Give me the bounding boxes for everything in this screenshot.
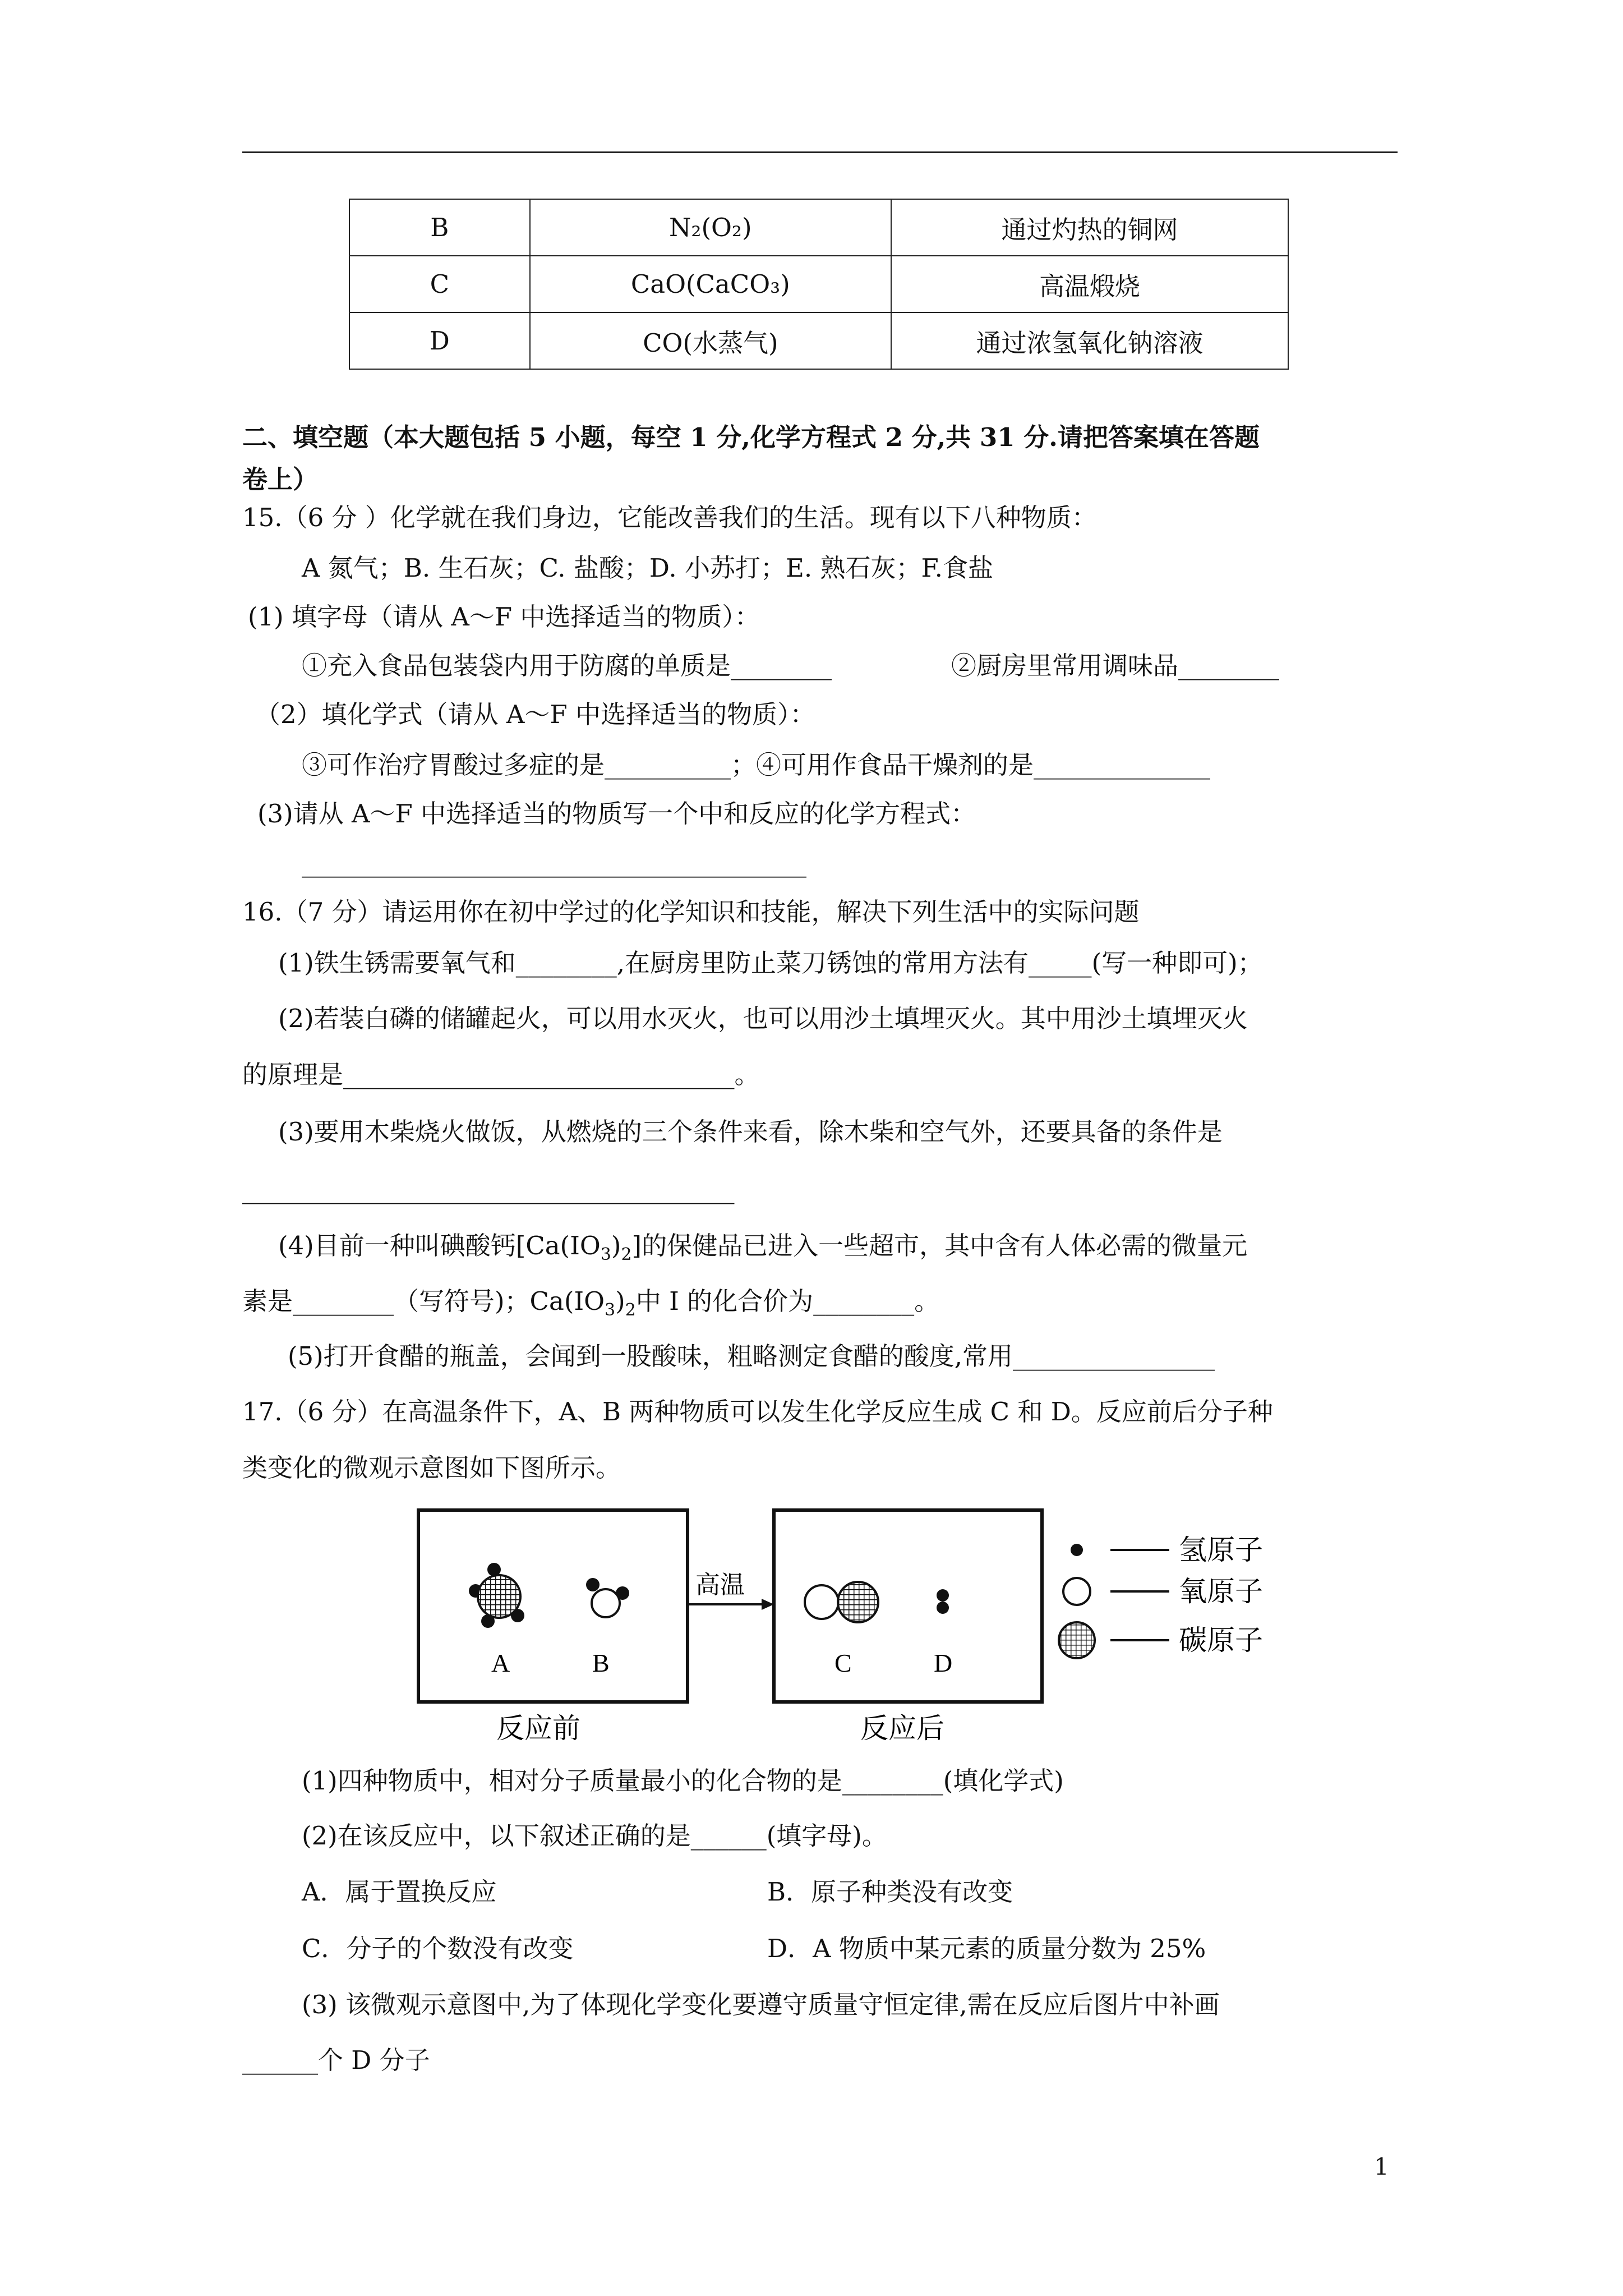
reaction-arrow-head xyxy=(762,1599,774,1610)
label-c: C xyxy=(834,1649,852,1677)
q16-part2: (2)若装白磷的储罐起火，可以用水灭火，也可以用沙土填埋灭火。其中用沙土填埋灭火 xyxy=(278,1004,1248,1033)
legend-carbon-icon xyxy=(1059,1622,1095,1658)
molecule-c xyxy=(805,1582,878,1622)
q16-part4a-sub2: 2 xyxy=(621,1245,632,1264)
label-a: A xyxy=(491,1649,510,1677)
q16-stem: 16.（7 分）请运用你在初中学过的化学知识和技能，解决下列生活中的实际问题 xyxy=(242,897,1140,927)
q15-part2: （2）填化学式（请从 A～F 中选择适当的物质）： xyxy=(255,700,815,729)
q16-part4b-text1: 素是________（写符号)；Ca(IO xyxy=(242,1286,605,1316)
q16-part4a-mid: ) xyxy=(611,1231,621,1260)
q17-part1: (1)四种物质中，相对分子质量最小的化合物的是________(填化学式) xyxy=(302,1766,1064,1796)
q16-part4a-text1: (4)目前一种叫碘酸钙[Ca(IO xyxy=(278,1231,601,1260)
q15-options: A 氮气；B. 生石灰；C. 盐酸；D. 小苏打；E. 熟石灰；F.食盐 xyxy=(302,553,993,583)
reaction-diagram xyxy=(409,1503,1307,1761)
molecule-b xyxy=(586,1578,629,1617)
q17-stem-line1: 17.（6 分）在高温条件下，A、B 两种物质可以发生化学反应生成 C 和 D。反应前后分子种 xyxy=(242,1397,1273,1427)
molecule-d xyxy=(937,1589,949,1614)
label-d: D xyxy=(934,1649,953,1677)
q16-part3: (3)要用木柴烧火做饭，从燃烧的三个条件来看，除木柴和空气外，还要具备的条件是 xyxy=(278,1117,1223,1147)
q15-part1: (1) 填字母（请从 A～F 中选择适当的物质）： xyxy=(248,602,760,632)
q17-stem-line2: 类变化的微观示意图如下图所示。 xyxy=(242,1453,621,1483)
molecule-a xyxy=(469,1563,524,1628)
table-row xyxy=(349,312,1288,369)
table-cell-label: C xyxy=(349,256,530,312)
section-title-line2: 卷上） xyxy=(242,464,319,494)
after-caption: 反应后 xyxy=(860,1713,944,1744)
legend-carbon: 碳原子 xyxy=(1179,1625,1263,1656)
q15-stem: 15.（6 分 ）化学就在我们身边，它能改善我们的生活。现有以下八种物质： xyxy=(242,503,1097,532)
q17-option-d: D．A 物质中某元素的质量分数为 25% xyxy=(767,1934,1206,1963)
q17-part3b: ______个 D 分子 xyxy=(242,2045,430,2075)
table-row xyxy=(349,199,1288,256)
q15-part3: (3)请从 A～F 中选择适当的物质写一个中和反应的化学方程式： xyxy=(257,799,976,829)
table-cell-substance: CO(水蒸气) xyxy=(530,312,891,369)
legend-hydrogen-icon xyxy=(1071,1544,1083,1556)
q17-part2: (2)在该反应中，以下叙述正确的是______(填字母)。 xyxy=(302,1821,887,1851)
q16-part4a-text2: ]的保健品已进入一些超市，其中含有人体必需的微量元 xyxy=(631,1231,1248,1260)
page-number: 1 xyxy=(1374,2153,1389,2180)
table-cell-method: 高温煅烧 xyxy=(891,256,1288,312)
q16-part1: (1)铁生锈需要氧气和________,在厨房里防止菜刀锈蚀的常用方法有_____(写一种即可)； xyxy=(278,948,1263,978)
legend-hydrogen: 氢原子 xyxy=(1179,1534,1263,1566)
q16-part4a-sub1: 3 xyxy=(600,1245,611,1264)
q16-part5: (5)打开食醋的瓶盖，会闻到一股酸味，粗略测定食醋的酸度,常用________________ xyxy=(288,1341,1215,1371)
legend xyxy=(1059,1534,1263,1658)
q16-part4a xyxy=(278,1229,1247,1272)
q16-part4b-sub2: 2 xyxy=(625,1300,636,1320)
q15-part3-blank: ________________________________________ xyxy=(302,848,806,878)
q17-option-a: A．属于置换反应 xyxy=(302,1877,497,1907)
q16-part2b: 的原理是_______________________________。 xyxy=(242,1060,760,1089)
table-cell-method: 通过浓氢氧化钠溶液 xyxy=(891,312,1288,369)
q17-option-b: B．原子种类没有改变 xyxy=(767,1877,1013,1907)
q15-part1b: ②厨房里常用调味品________ xyxy=(951,651,1280,680)
table-cell-label: B xyxy=(349,199,530,256)
legend-oxygen: 氧原子 xyxy=(1179,1576,1263,1607)
q16-part4b-sub1: 3 xyxy=(605,1300,616,1320)
q16-part4b-mid: ) xyxy=(615,1286,625,1316)
legend-oxygen-icon xyxy=(1063,1578,1090,1605)
table-cell-substance: CaO(CaCO₃) xyxy=(530,256,891,312)
table-cell-label: D xyxy=(349,312,530,369)
table-cell-method: 通过灼热的铜网 xyxy=(891,199,1288,256)
options-table xyxy=(349,199,1289,370)
table-cell-substance: N₂(O₂) xyxy=(530,199,891,256)
q16-part4b xyxy=(242,1285,939,1327)
q17-option-c: C．分子的个数没有改变 xyxy=(302,1934,574,1963)
header-rule xyxy=(242,151,1398,153)
table-row xyxy=(349,256,1288,312)
before-caption: 反应前 xyxy=(496,1713,580,1744)
q15-part1a: ①充入食品包装袋内用于防腐的单质是________ xyxy=(302,651,832,680)
before-box xyxy=(418,1510,688,1702)
q15-part2a: ③可作治疗胃酸过多症的是__________；④可用作食品干燥剂的是______________ xyxy=(302,750,1211,780)
q17-part3a: (3) 该微观示意图中,为了体现化学变化要遵守质量守恒定律,需在反应后图片中补画 xyxy=(302,1990,1220,2019)
q16-part3-blank: _______________________________________ xyxy=(242,1175,735,1204)
condition-label: 高温 xyxy=(695,1571,745,1599)
section-title-line1: 二、填空题（本大题包括 5 小题，每空 1 分,化学方程式 2 分,共 31 分.请把答案填在答题 xyxy=(242,422,1260,452)
label-b: B xyxy=(592,1649,610,1677)
q16-part4b-text2: 中 I 的化合价为________。 xyxy=(635,1286,940,1316)
